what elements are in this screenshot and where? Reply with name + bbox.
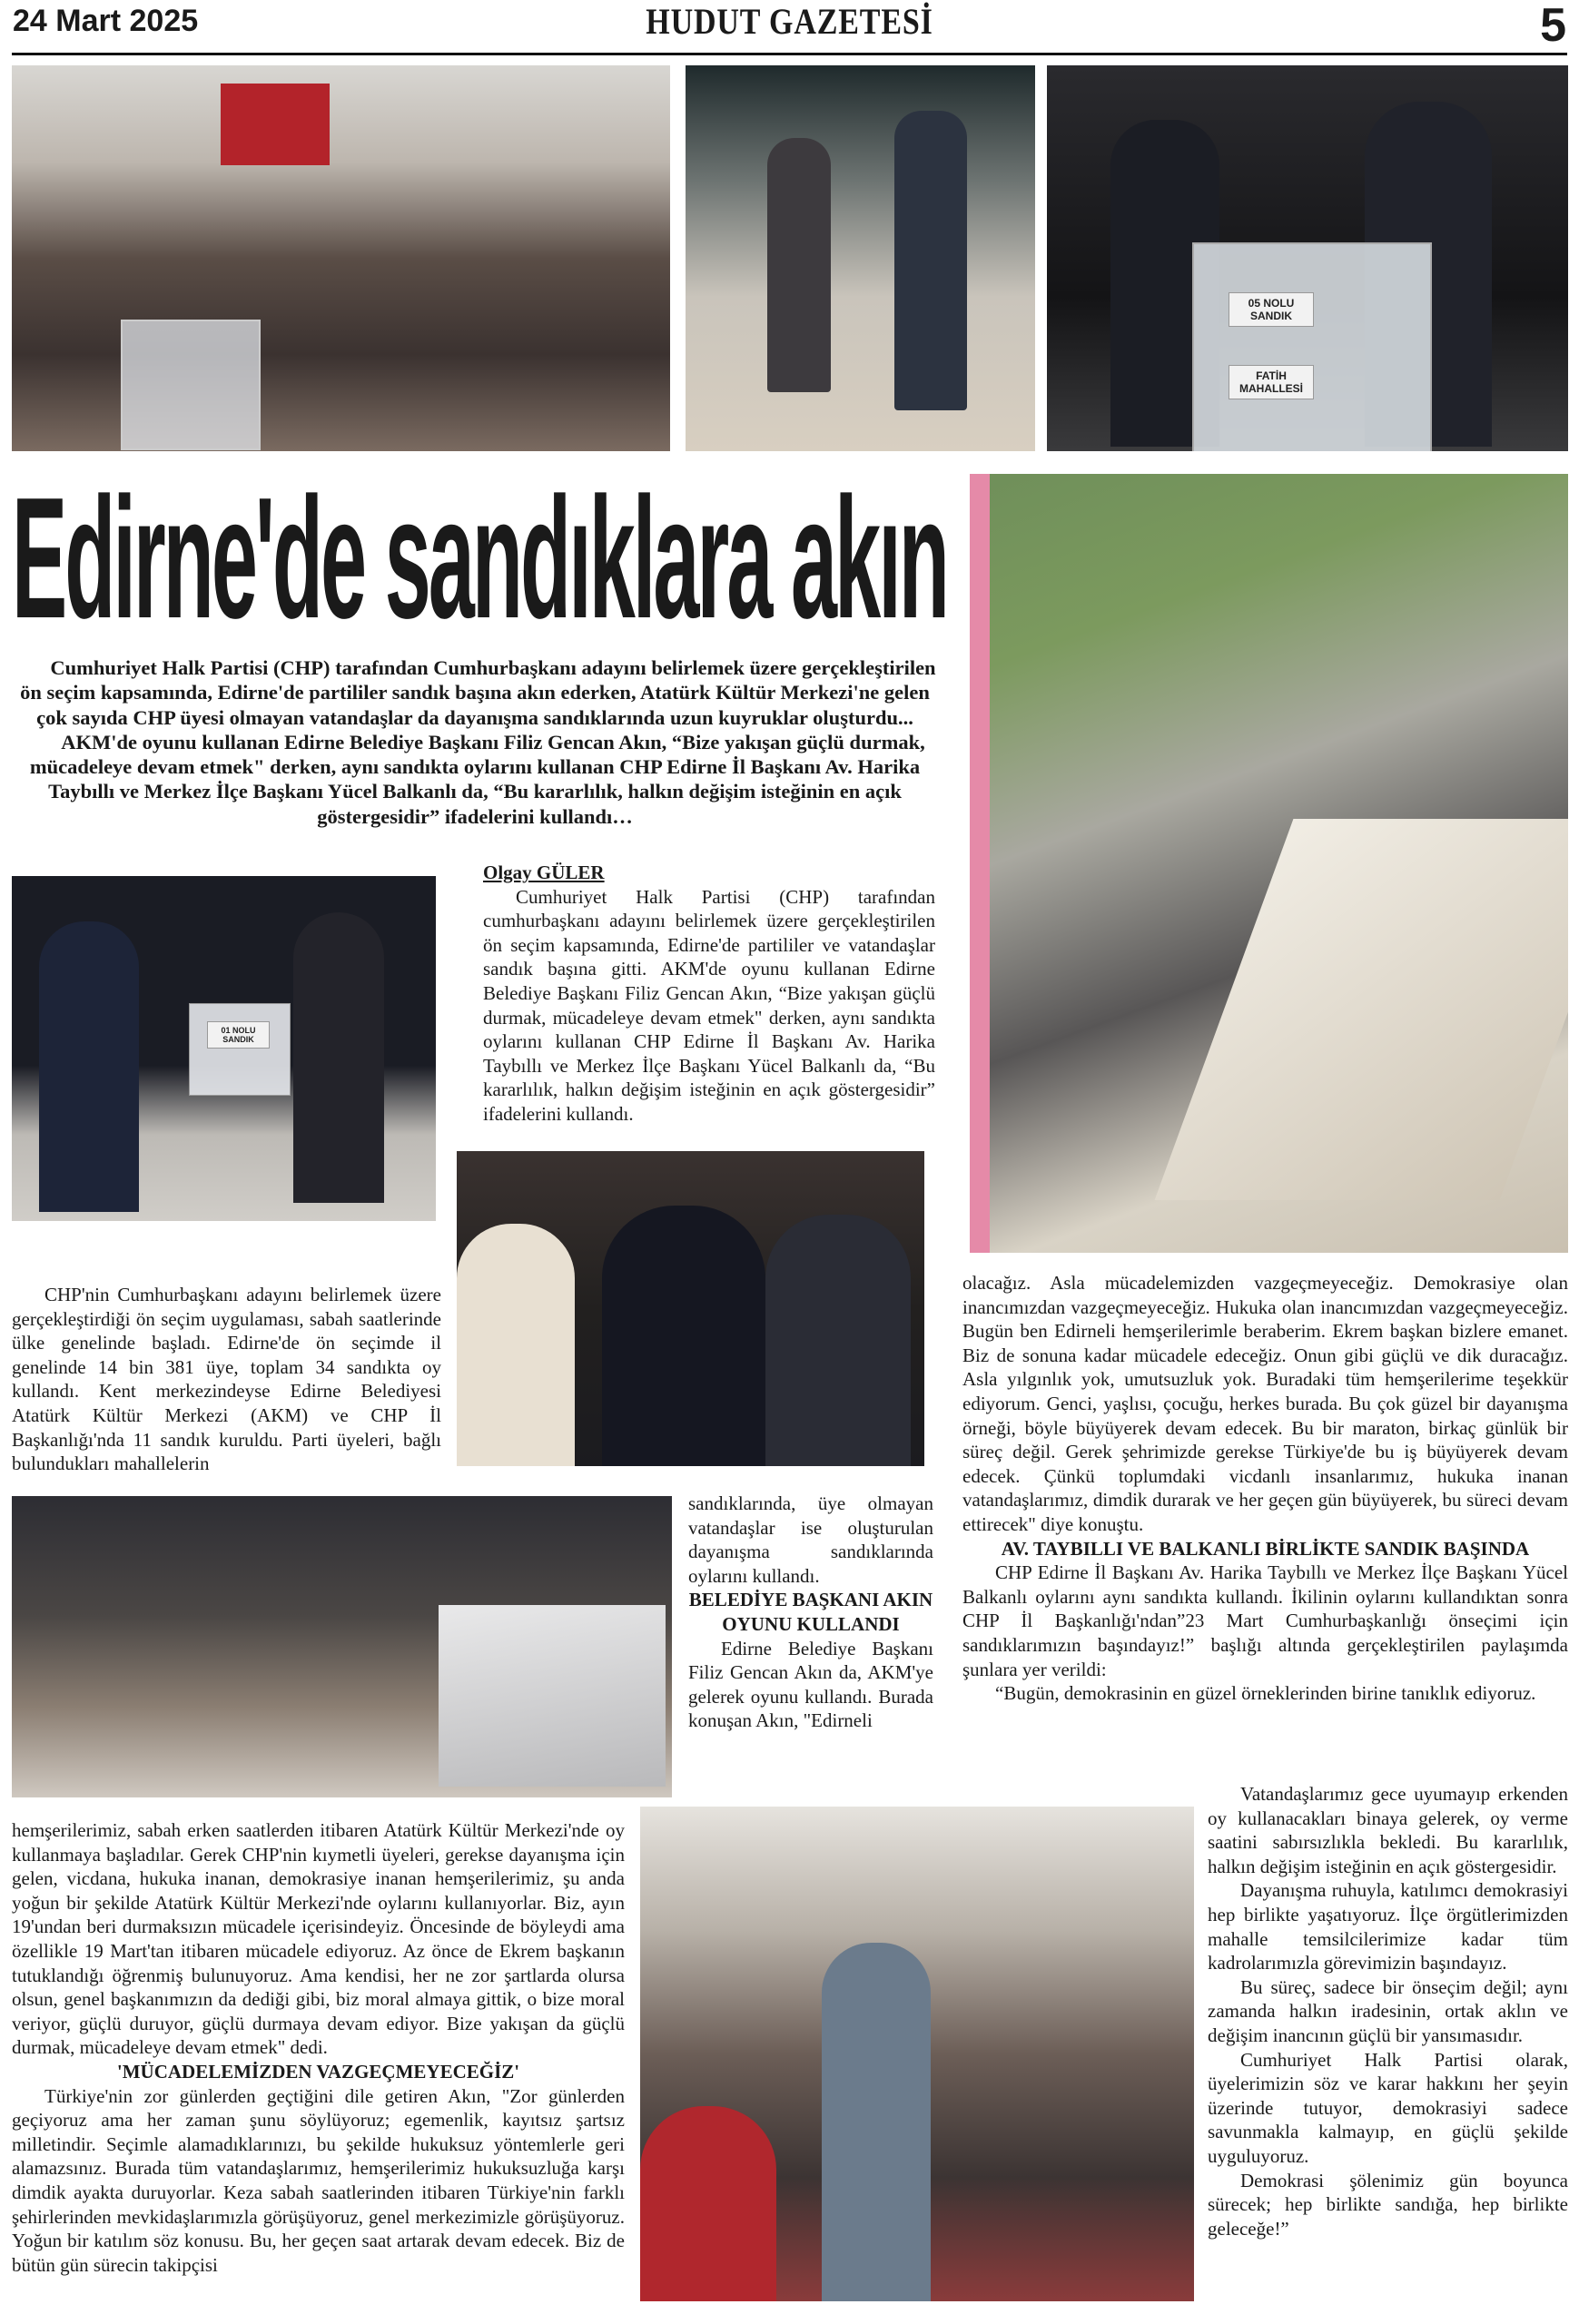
issue-date: 24 Mart 2025 xyxy=(13,4,199,38)
photo-officials-voting xyxy=(1047,65,1568,451)
lead-paragraph xyxy=(12,655,938,829)
photo-mayor-voting xyxy=(12,876,436,1221)
subheading-mayor: BELEDİYE BAŞKANI AKIN OYUNU KULLANDI xyxy=(688,1589,933,1635)
bottom-right-text-4: Cumhuriyet Halk Partisi olarak, üyelerimizin söz ve karar hakkını her şeyin üzerinde tutuyor, demokrasiyi sadece savunmakla kalmayıp, en güçlü şekilde uyguluyoruz. xyxy=(1208,2048,1568,2167)
ballot-box-label: 05 NOLU SANDIK xyxy=(1229,292,1314,327)
byline: Olgay GÜLER xyxy=(483,862,605,883)
bottom-right-text-1: Vatandaşlarımız gece uyumayıp erkenden oy kullanacakları binaya gelerek, oy verme saatini sabırsızlıkla bekledi. Bu kararlılık, halkın değişim isteğinin en açık göstergesidir. xyxy=(1208,1783,1568,1877)
newspaper-name: HUDUT GAZETESİ xyxy=(646,1,933,42)
photo-crowd-hall xyxy=(12,65,670,451)
right-text-2: CHP Edirne İl Başkanı Av. Harika Taybıllı ve Merkez İlçe Başkanı Yücel Balkanlı oylarını aynı sandıkta kullandı. İkilinin oylarını kullandıktan sonra CHP İl Başkanlığı'ndan”23 Mart Cumhurbaşkanlığı önseçimi için sandıklarımızın başındayız!” başlığı altında gerçekleştirilen paylaşımda şunlara yer verildi: xyxy=(962,1561,1568,1680)
bottom-left-column xyxy=(12,1818,625,2277)
bottom-right-text-2: Dayanışma ruhuyla, katılımcı demokrasiyi hep birlikte yaşatıyoruz. İlçe örgütlerimizden mahalle temsilcilerimize kadar tüm kadrolarımızla görevimizin başındayız. xyxy=(1208,1879,1568,1974)
photo-aerial-queue xyxy=(970,474,1568,1253)
ballot-box-label: 01 NOLU SANDIK xyxy=(207,1021,270,1049)
bottom-right-text-5: Demokrasi şölenimiz gün boyunca sürecek; hep birlikte sandığa, hep birlikte geleceğe!” xyxy=(1208,2169,1568,2240)
bottom-left-text-1: hemşerilerimiz, sabah erken saatlerden itibaren Atatürk Kültür Merkezi'nde oy kullanmaya başladılar. Gerek CHP'nin kıymetli üyeleri, gerekse dayanışma için gelen, vicdana, hukuka inanan, demokrasiye inanan hemşerilerimiz, şu anda yoğun bir şekilde Atatürk Kültür Merkezi'nde oylarını kullanıyorlar. Biz, ayın 19'undan beri durmaksızın mücadele içerisindeyiz. Öncesinde de böyleydi ama özellikle 19 Mart'tan itibaren mücadele ediyoruz. Az önce de Ekrem başkanın tutuklandığı öğrenmiş bulunuyoruz. Ama kendisi, her ne zor şartlarda olursa olsun, genel başkanımızın da dediği gibi, biz moral almaya gittik, o bize moral veriyor, güçlü duruyor, güçlü durmaya devam ediyor. Bize yakışan da güçlü durmak, mücadeleye devam etmek" dedi. xyxy=(12,1819,625,2059)
bottom-right-column xyxy=(1208,1782,1568,2240)
lead-p2: AKM'de oyunu kullanan Edirne Belediye Başkanı Filiz Gencan Akın, “Bize yakışan güçlü durmak, mücadeleye devam etmek" derken, aynı sandıkta oylarını kullanan CHP Edirne İl Başkanı Av. Harika Taybıllı ve Merkez İlçe Başkanı Yücel Balkanlı da, “Bu kararlılık, halkın değişim isteğinin en açık göstergesidir” ifadelerini kullandı… xyxy=(29,730,925,828)
right-text-3: “Bugün, demokrasinin en güzel örneklerinden birine tanıklık ediyoruz. xyxy=(995,1682,1536,1705)
right-column xyxy=(962,1271,1568,1706)
photo-elderly-voter xyxy=(686,65,1035,451)
page-number: 5 xyxy=(1540,0,1566,52)
middle-column xyxy=(688,1492,933,1733)
ballot-box-label: FATİH MAHALLESİ xyxy=(1229,365,1314,399)
middle-text-2: Edirne Belediye Başkanı Filiz Gencan Akın da, AKM'ye gelerek oyunu kullandı. Burada konuşan Akın, "Edirneli xyxy=(688,1637,933,1732)
subheading-vazgecmeyecegiz: 'MÜCADELEMİZDEN VAZGEÇMEYECEĞİZ' xyxy=(116,2060,520,2083)
intro-text: Cumhuriyet Halk Partisi (CHP) tarafından cumhurbaşkanı adayını belirlemek üzere gerçekleştirilen ön seçim kapsamında, Edirne'de partililer ve vatandaşlar sandık başına gitti. AKM'de oyunu kullanan Edirne Belediye Başkanı Filiz Gencan Akın, “Bize yakışan güçlü durmak, mücadeleye devam etmek" derken, aynı sandıkta oylarını kullanan CHP Edirne İl Başkanı Av. Harika Taybıllı ve Merkez İlçe Başkanı Yücel Balkanlı da, “Bu kararlılık, halkın değişim isteğinin en açık göstergesidir” ifadelerini kullandı. xyxy=(483,885,935,1125)
lead-p1: Cumhuriyet Halk Partisi (CHP) tarafından Cumhurbaşkanı adayını belirlemek üzere gerçekleştirilen ön seçim kapsamında, Edirne'de partililer sandık başına akın ederken, Atatürk Kültür Merkezi'ne gelen çok sayıda CHP üyesi olmayan vatandaşlar da dayanışma sandıklarında uzun kuyruklar oluşturdu... xyxy=(20,656,936,729)
middle-text-1: sandıklarında, üye olmayan vatandaşlar ise oluşturulan dayanışma sandıklarında oylarını kullandı. xyxy=(688,1492,933,1587)
photo-voting-hall xyxy=(12,1496,672,1797)
subheading-taybilli: AV. TAYBILLI VE BALKANLI BİRLİKTE SANDIK BAŞINDA xyxy=(1001,1537,1530,1560)
header-rule xyxy=(12,53,1567,55)
photo-officials-group xyxy=(457,1151,924,1466)
left-column xyxy=(12,1283,441,1476)
photo-queue-corridor xyxy=(640,1807,1194,2301)
intro-column xyxy=(483,861,935,1127)
right-text-1: olacağız. Asla mücadelemizden vazgeçmeyeceğiz. Demokrasiye olan inancımızdan vazgeçmeyeceğiz. Hukuka olan inancımızdan vazgeçmeyeceğiz. Bugün ben Edirneli hemşerilerimle beraberim. Ekrem başkan bizlere emanet. Biz de sonuna kadar mücadele edeceğiz. Onun gibi güçlü ve dik duracağız. Asla yılgınlık yok, umutsuzluk yok. Buradaki tüm hemşerilerime teşekkür ediyorum. Genci, yaşlısı, çocuğu, herkes burada. Bu çok güzel bir dayanışma örneği, böyle büyüyerek devam edecek. Bu bir maraton, birkaç günlük bir süreç değil. Gerek şehrimizde gerekse Türkiye'de bu iş büyüyerek devam edecek. Çünkü toplumdaki vicdanlı insanlarımız, hukuka inanan vatandaşlarımız, dimdik durarak ve her geçen gün büyüyerek, bu süreci devam ettirecek" diye konuştu. xyxy=(962,1272,1568,1535)
headline: Edirne'de sandıklara akın xyxy=(12,462,947,655)
bottom-left-text-2: Türkiye'nin zor günlerden geçtiğini dile getiren Akın, "Zor günlerden geçiyoruz ama her zaman şunu söylüyoruz; egemenlik, kayıtsız şartsız milletindir. Seçimle alamadıklarınızı, bu şekilde hukuksuz yöntemlerle geri alamazsınız. Burada tüm vatandaşlarımız, hemşerilerimiz hukuksuzluğa karşı dimdik ayakta duruyorlar. Keza sabah saatlerinden itibaren Türkiye'nin farklı şehirlerinden mevkidaşlarımızla görüşüyoruz, genel merkezimizle görüşüyoruz. Yoğun bir katılım söz konusu. Bu, her geçen saat artarak devam edecek. Biz de bütün gün sürecin takipçisi xyxy=(12,2084,625,2276)
left-column-text: CHP'nin Cumhurbaşkanı adayını belirlemek üzere gerçekleştirdiği ön seçim uygulaması, sabah saatlerinde ülke genelinde başladı. Edirne'de ön seçimde il genelinde 14 bin 381 üye, toplam 34 sandıkta oy kullandı. Kent merkezindeyse Edirne Belediyesi Atatürk Kültür Merkezi (AKM) ve CHP İl Başkanlığı'nda 11 sandık kuruldu. Parti üyeleri, bağlı bulundukları mahallelerin xyxy=(12,1284,441,1475)
bottom-right-text-3: Bu süreç, sadece bir önseçim değil; aynı zamanda halkın iradesinin, ortak aklın ve değişim inancının güçlü bir yansımasıdır. xyxy=(1208,1975,1568,2046)
